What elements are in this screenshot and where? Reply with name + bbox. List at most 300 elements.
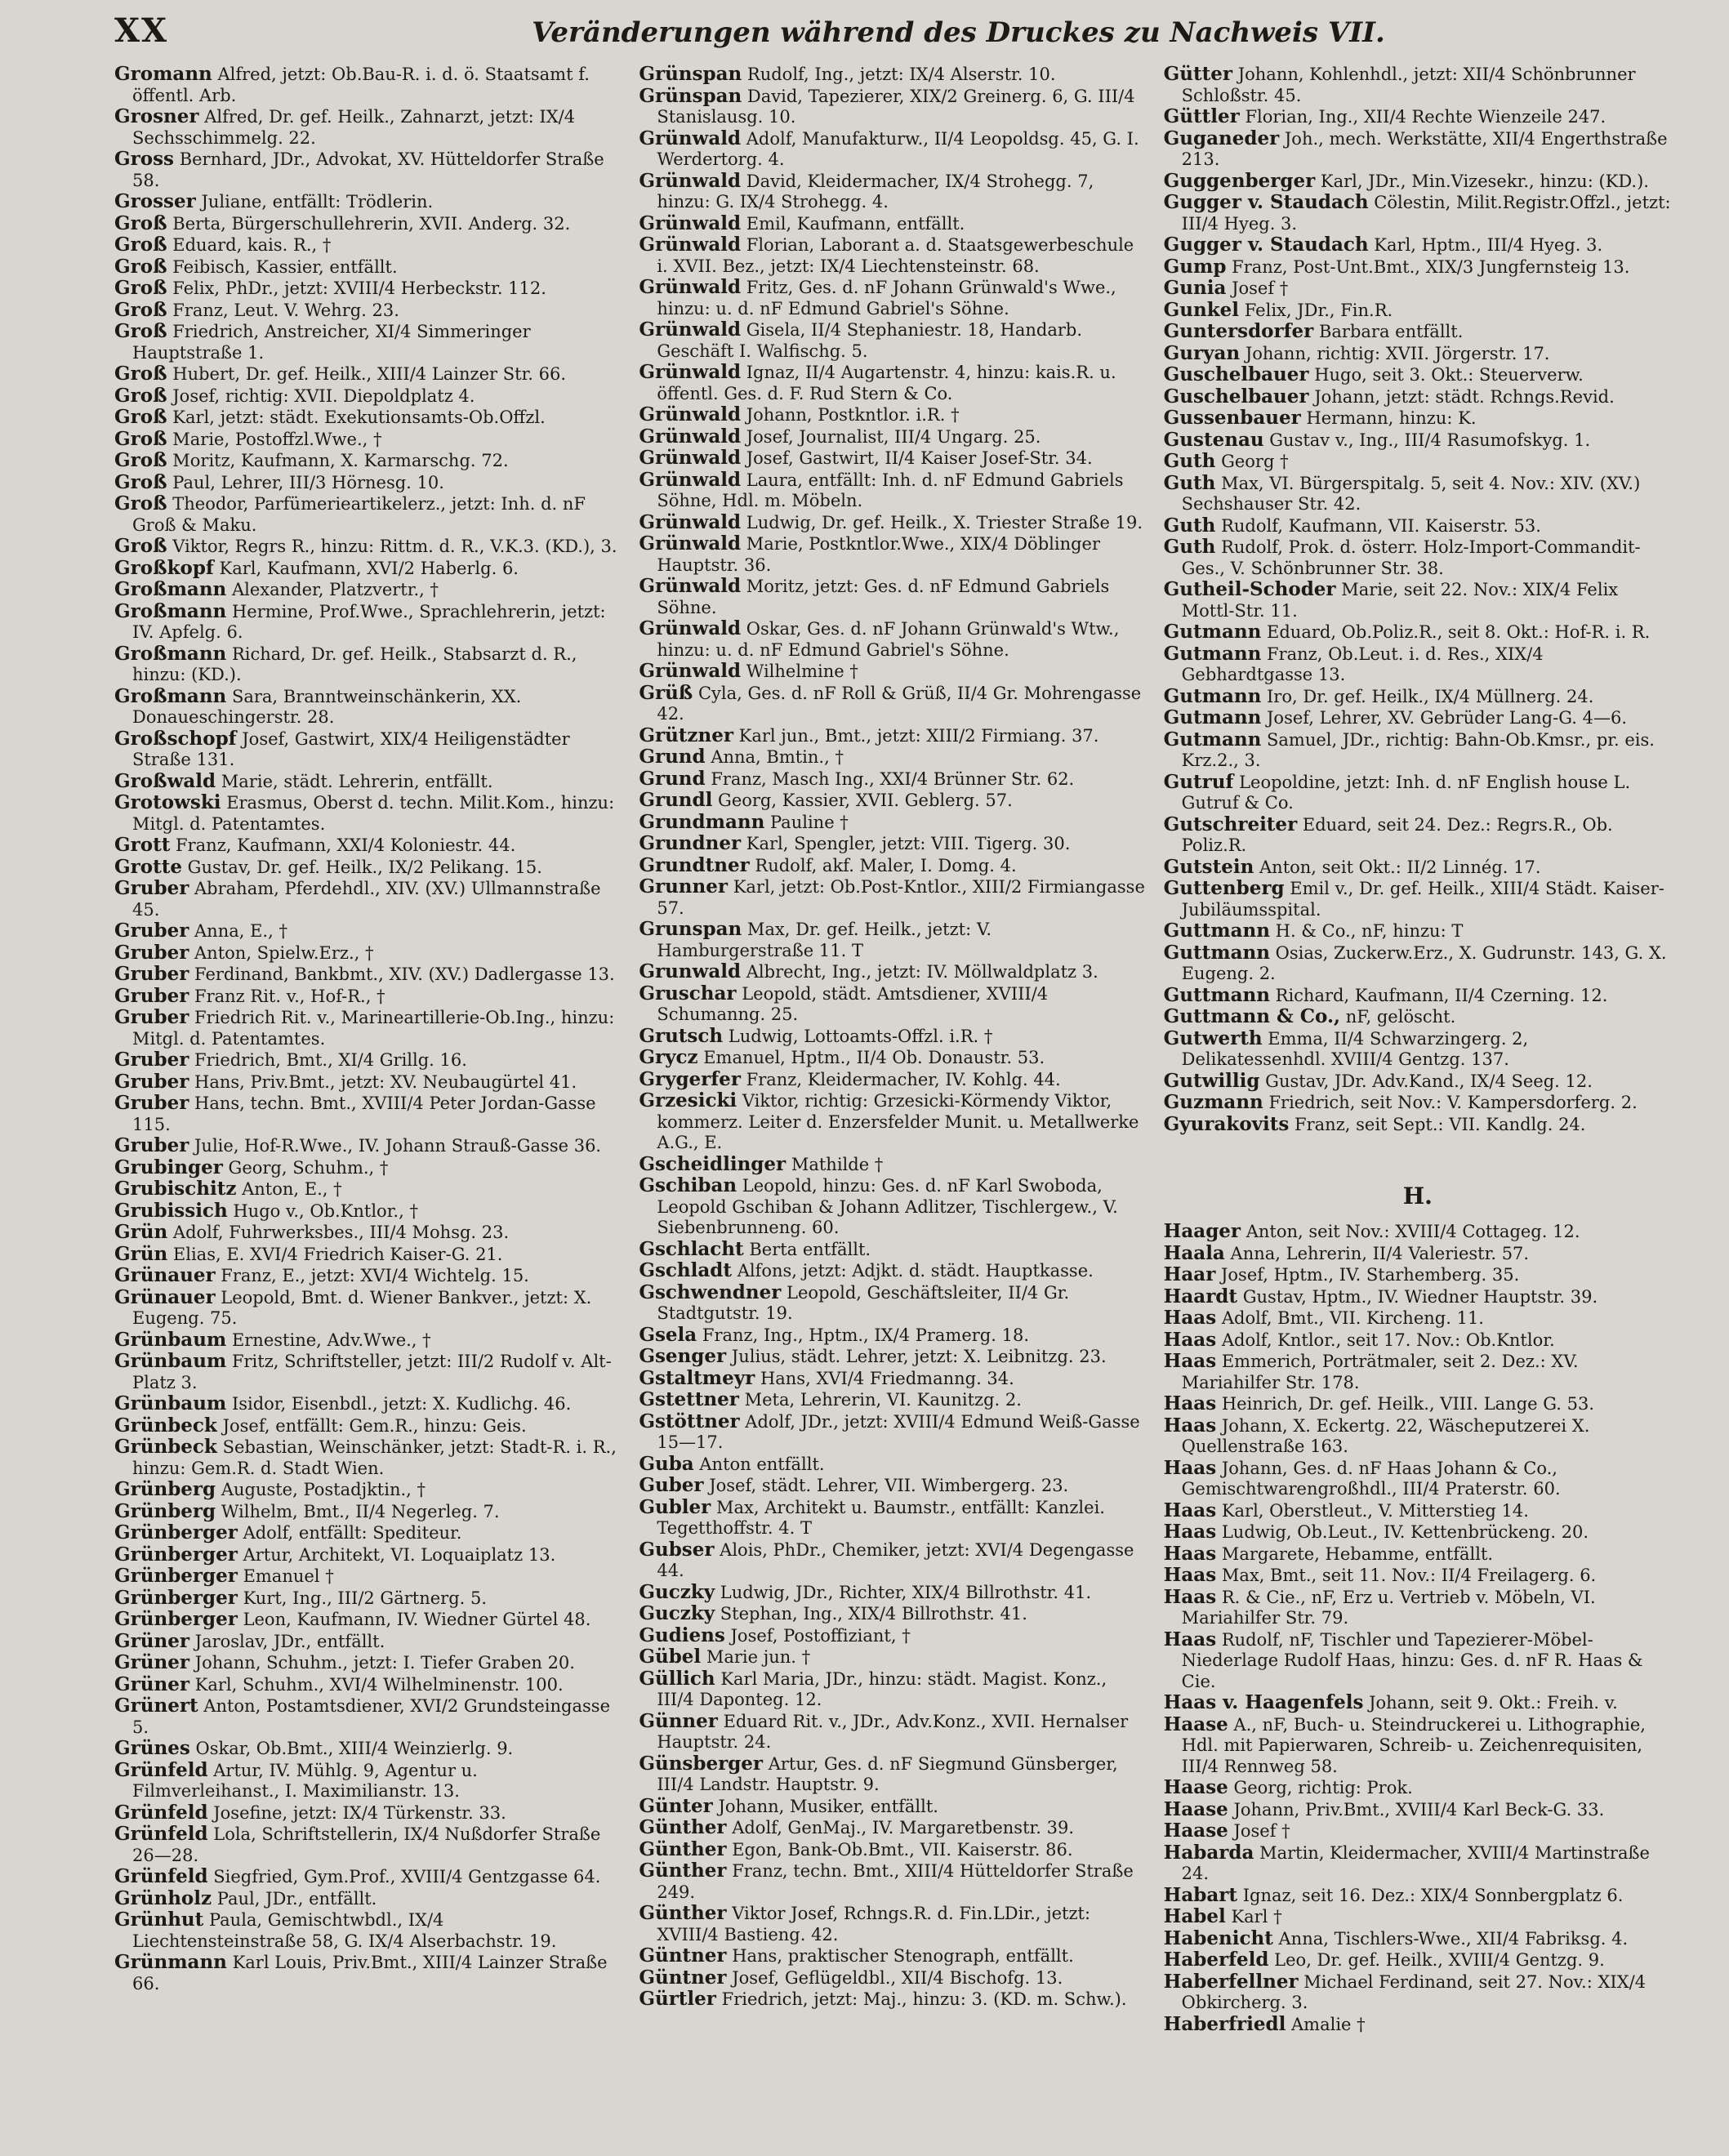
entry-text: Hans, XVI/4 Friedmanng. 34. (760, 1368, 1014, 1388)
directory-entry (1164, 1629, 1672, 1693)
directory-entry (114, 429, 622, 451)
directory-entry (1164, 364, 1672, 386)
directory-entry (1164, 64, 1672, 106)
directory-entry (1164, 1820, 1672, 1842)
entry-name: Großmann (114, 642, 227, 665)
entry-name: Grünauer (114, 1285, 216, 1308)
entry-text: Franz, techn. Bmt., XIII/4 Hütteldorfer Straße 249. (657, 1861, 1134, 1902)
entry-text: Sebastian, Weinschänker, jetzt: Stadt-R. i. R., hinzu: Gem.R. d. Stadt Wien. (132, 1437, 617, 1478)
entry-name: Gunkel (1163, 298, 1240, 321)
entry-name: Guth (1163, 450, 1216, 472)
directory-entry (114, 1888, 622, 1910)
directory-entry (114, 450, 622, 472)
section-heading: H. (1402, 1183, 1433, 1209)
entry-text: Ludwig, Lottoamts-Offzl. i.R. † (728, 1026, 993, 1046)
entry-text: Friedrich Rit. v., Marineartillerie-Ob.Ing., hinzu: Mitgl. d. Patentamtes. (132, 1008, 615, 1049)
directory-entry (1164, 537, 1672, 579)
entry-text: Hans, techn. Bmt., XVIII/4 Peter Jordan-Gasse 115. (132, 1094, 596, 1134)
directory-entry (1164, 1971, 1672, 2014)
entry-name: Guganeder (1163, 127, 1280, 149)
entry-text: Hermann, hinzu: K. (1306, 408, 1477, 428)
entry-name: Grünberg (114, 1478, 216, 1500)
entry-name: Gugger v. Staudach (1163, 191, 1369, 213)
entry-text: H. & Co., nF, hinzu: T (1275, 921, 1464, 941)
entry-name: Groß (114, 384, 167, 407)
entry-text: Alois, PhDr., Chemiker, jetzt: XVI/4 Degengasse 44. (657, 1539, 1134, 1580)
entry-text: Juliane, entfällt: Trödlerin. (201, 192, 434, 212)
entry-text: Gustav v., Ing., III/4 Rasumofskyg. 1. (1269, 430, 1591, 450)
entry-name: Grünwald (639, 127, 742, 149)
entry-text: Paul, JDr., entfällt. (216, 1888, 377, 1909)
entry-name: Gutwerth (1163, 1027, 1263, 1049)
entry-text: Johann, Musiker, entfällt. (718, 1796, 938, 1816)
directory-entry (639, 448, 1147, 470)
entry-name: Großmann (114, 599, 227, 622)
directory-entry (1164, 772, 1672, 814)
entry-name: Guschelbauer (1163, 363, 1309, 385)
entry-text: Franz, Ob.Leut. i. d. Res., XIX/4 Gebhardtgasse 13. (1181, 644, 1544, 684)
entry-name: Grünfeld (114, 1801, 208, 1824)
entry-name: Grünberger (114, 1543, 238, 1566)
directory-entry (1164, 1415, 1672, 1458)
entry-name: Güntner (639, 1966, 727, 1989)
entry-name: Günther (639, 1902, 727, 1924)
page-number: XX (114, 11, 169, 50)
entry-name: Grünwald (639, 169, 742, 192)
entry-text: Anton entfällt. (699, 1454, 825, 1474)
entry-name: Grubischitz (114, 1178, 237, 1200)
directory-entry (1164, 707, 1672, 729)
entry-name: Grotte (114, 855, 182, 878)
entry-text: Leopold, städt. Amtsdiener, XVIII/4 Schumanng. 25. (657, 983, 1049, 1024)
directory-entry (114, 1652, 622, 1674)
directory-entry (639, 128, 1147, 171)
directory-entry (114, 1695, 622, 1738)
entry-text: Friedrich, jetzt: Maj., hinzu: 3. (KD. m. Schw.). (721, 1989, 1127, 2009)
entry-name: Groß (114, 470, 167, 493)
entry-name: Guttmann (1163, 920, 1270, 942)
entry-text: Karl, Oberstleut., V. Mitterstieg 14. (1221, 1500, 1529, 1521)
directory-entry (114, 536, 622, 558)
directory-entry (639, 319, 1147, 362)
directory-entry (114, 256, 622, 278)
entry-name: Guryan (1163, 341, 1241, 364)
directory-entry (1164, 2014, 1672, 2036)
entry-text: Rudolf, nF, Tischler und Tapezierer-Möbel-Niederlage Rudolf Haas, hinzu: Ges. d. nF R. Haas & Cie. (1181, 1629, 1643, 1691)
entry-name: Gutmann (1163, 706, 1262, 728)
entry-text: Sara, Branntweinschänkerin, XX. Donaueschingerstr. 28. (132, 686, 522, 727)
entry-name: Gutmann (1163, 728, 1262, 751)
entry-text: Karl, JDr., Min.Vizesekr., hinzu: (KD.). (1320, 171, 1649, 191)
entry-text: Gustav, Dr. gef. Heilk., IX/2 Pelikang. 15. (187, 857, 542, 877)
directory-entry (639, 1945, 1147, 1967)
entry-name: Grünspan (639, 84, 742, 107)
entry-name: Guczky (639, 1580, 715, 1603)
entry-name: Gstettner (639, 1388, 739, 1410)
directory-entry (639, 812, 1147, 834)
entry-name: Grott (114, 834, 171, 856)
entry-name: Haas (1163, 1307, 1217, 1329)
directory-entry (639, 1411, 1147, 1454)
entry-name: Gugger v. Staudach (1163, 234, 1369, 256)
entry-name: Gudiens (639, 1624, 725, 1646)
entry-text: Hans, Priv.Bmt., jetzt: XV. Neubaugürtel 41. (194, 1071, 577, 1092)
entry-text: Karl, Hptm., III/4 Hyeg. 3. (1374, 235, 1603, 255)
entry-name: Grüner (114, 1629, 189, 1652)
directory-entry (114, 234, 622, 256)
page-title: Veränderungen während des Druckes zu Nachweis VII. (532, 16, 1385, 49)
directory-entry (639, 1389, 1147, 1411)
entry-name: Guth (1163, 514, 1216, 537)
directory-entry (1164, 1777, 1672, 1799)
entry-text: Felix, PhDr., jetzt: XVIII/4 Herbeckstr. 112. (172, 278, 546, 298)
entry-text: Marie, Postoffzl.Wwe., † (172, 429, 382, 449)
entry-text: A., nF, Buch- u. Steindruckerei u. Lithographie, Hdl. mit Papierwaren, Schreib- u. Zeichenrequisiten, III/4 Rennweg 58. (1181, 1714, 1646, 1776)
entry-name: Grygerfer (639, 1067, 741, 1090)
entry-text: Johann, Kohlenhdl., jetzt: XII/4 Schönbrunner Schloßstr. 45. (1181, 65, 1636, 105)
entry-text: Anton, seit Nov.: XVIII/4 Cottageg. 12. (1246, 1222, 1580, 1241)
entry-name: Gutmann (1163, 642, 1262, 665)
entry-name: Günner (639, 1709, 718, 1732)
directory-entry (639, 1625, 1147, 1647)
directory-entry (639, 1069, 1147, 1091)
entry-text: Alfred, jetzt: Ob.Bau-R. i. d. ö. Staatsamt f. öffentl. Arb. (132, 65, 590, 105)
entry-name: Grünbaum (114, 1328, 227, 1351)
entry-text: Artur, Ges. d. nF Siegmund Günsberger, III/4 Landstr. Hauptstr. 9. (657, 1753, 1118, 1794)
directory-entry (1164, 1714, 1672, 1778)
entry-name: Guth (1163, 536, 1216, 558)
entry-text: Anna, Bmtin., † (711, 747, 844, 767)
entry-text: Max, Architekt u. Baumstr., entfällt: Kanzlei. Tegetthoffstr. 4. T (657, 1497, 1105, 1538)
directory-entry (1164, 278, 1672, 300)
directory-entry (114, 1674, 622, 1696)
directory-entry (639, 576, 1147, 618)
directory-entry (114, 472, 622, 494)
entry-name: Haas (1163, 1628, 1217, 1650)
directory-entry (1164, 1351, 1672, 1393)
entry-text: Heinrich, Dr. gef. Heilk., VIII. Lange G. 53. (1221, 1394, 1595, 1414)
entry-text: Max, Dr. gef. Heilk., jetzt: V. Hamburgerstraße 11. T (657, 920, 992, 960)
directory-entry (114, 1049, 622, 1071)
entry-name: Grünwald (639, 403, 742, 425)
entry-name: Grünberger (114, 1521, 238, 1544)
entry-text: Josef, Journalist, III/4 Ungarg. 25. (746, 426, 1041, 447)
entry-name: Grün (114, 1242, 168, 1265)
entry-name: Grosner (114, 105, 199, 127)
entry-name: Haala (1163, 1241, 1225, 1264)
entry-text: Josef † (1233, 1821, 1290, 1841)
entry-name: Groß (114, 277, 167, 299)
entry-text: Georg † (1221, 452, 1289, 471)
entry-name: Grünberger (114, 1586, 238, 1609)
entry-name: Groß (114, 320, 167, 342)
entry-name: Gruber (114, 1092, 189, 1114)
directory-entry (639, 1026, 1147, 1048)
entry-name: Haas (1163, 1564, 1217, 1586)
entry-name: Groß (114, 234, 167, 256)
entry-name: Grünes (114, 1737, 190, 1759)
entry-text: Moritz, Kaufmann, X. Karmarschg. 72. (172, 451, 509, 470)
entry-text: nF, gelöscht. (1345, 1007, 1456, 1027)
entry-name: Haar (1163, 1263, 1216, 1285)
directory-entry (114, 601, 622, 644)
entry-name: Grunner (639, 875, 729, 898)
entry-text: Julius, städt. Lehrer, jetzt: X. Leibnitzg. 23. (731, 1347, 1107, 1366)
entry-name: Grünert (114, 1695, 198, 1717)
entry-text: Siegfried, Gym.Prof., XVIII/4 Gentzgasse 64. (213, 1867, 601, 1886)
entry-text: Alfons, jetzt: Adjkt. d. städt. Hauptkasse. (737, 1261, 1094, 1281)
entry-name: Haas (1163, 1414, 1217, 1437)
directory-entry (114, 920, 622, 942)
entry-text: Rudolf, Prok. d. österr. Holz-Import-Commandit-Ges., V. Schönbrunner Str. 38. (1181, 537, 1641, 578)
entry-text: Max, VI. Bürgerspitalg. 5, seit 4. Nov.: XIV. (XV.) Sechshauser Str. 42. (1181, 473, 1641, 514)
entry-text: Margarete, Hebamme, entfällt. (1221, 1544, 1494, 1564)
entry-text: Emanuel, Hptm., II/4 Ob. Donaustr. 53. (703, 1048, 1045, 1067)
entry-text: Anna, Lehrerin, II/4 Valeriestr. 57. (1230, 1243, 1530, 1263)
entry-name: Haase (1163, 1820, 1228, 1842)
entry-name: Grünmann (114, 1951, 227, 1973)
directory-entry (114, 278, 622, 300)
entry-name: Gutheil-Schoder (1163, 578, 1336, 600)
entry-name: Habarda (1163, 1841, 1254, 1864)
entry-text: Rudolf, akf. Maler, I. Domg. 4. (755, 855, 1017, 875)
entry-name: Gruber (114, 920, 189, 942)
entry-name: Grundtner (639, 853, 750, 876)
entry-name: Grünwald (639, 617, 742, 639)
directory-entry (114, 1866, 622, 1888)
directory-entry (639, 746, 1147, 768)
directory-entry (639, 661, 1147, 683)
directory-entry (1164, 1928, 1672, 1950)
entry-text: Anton, Spielw.Erz., † (194, 942, 374, 963)
directory-entry (1164, 1799, 1672, 1821)
entry-name: Haardt (1163, 1285, 1238, 1307)
entry-name: Grünholz (114, 1886, 212, 1909)
entry-text: Meta, Lehrerin, VI. Kaunitzg. 2. (744, 1390, 1022, 1410)
entry-text: Emmerich, Porträtmaler, seit 2. Dez.: XV. Mariahilfer Str. 178. (1181, 1352, 1579, 1392)
entry-text: Albrecht, Ing., jetzt: IV. Möllwaldplatz 3. (746, 962, 1098, 982)
entry-name: Guttenberg (1163, 877, 1285, 899)
entry-name: Güttler (1163, 105, 1240, 127)
entry-text: Ignaz, seit 16. Dez.: XIX/4 Sonnbergplatz 6. (1242, 1885, 1624, 1905)
entry-name: Gschwendner (639, 1281, 782, 1303)
directory-entry (639, 1175, 1147, 1239)
directory-entry (114, 1222, 622, 1244)
entry-name: Gruber (114, 941, 189, 964)
directory-entry (114, 1544, 622, 1566)
directory-entry (1164, 430, 1672, 452)
entry-name: Gruber (114, 877, 189, 899)
entry-text: Anton, Postamtsdiener, XVI/2 Grundsteingasse 5. (132, 1696, 610, 1737)
directory-entry (1164, 1885, 1672, 1907)
directory-entry (639, 426, 1147, 448)
entry-text: Erasmus, Oberst d. techn. Milit.Kom., hinzu: Mitgl. d. Patentamtes. (132, 793, 615, 834)
entry-text: Marie, städt. Lehrerin, entfällt. (221, 771, 493, 791)
entry-text: Leopold, Bmt. d. Wiener Bankver., jetzt: X. Eugeng. 75. (132, 1287, 592, 1328)
entry-text: Theodor, Parfümerieartikelerz., jetzt: Inh. d. nF Groß & Maku. (132, 494, 586, 535)
directory-entry (1164, 579, 1672, 621)
directory-entry (639, 277, 1147, 319)
entry-name: Günther (639, 1816, 727, 1838)
entry-text: Marie jun. † (706, 1647, 811, 1667)
directory-entry (114, 857, 622, 879)
entry-name: Gussenbauer (1163, 407, 1301, 429)
directory-entry (1164, 621, 1672, 644)
entry-text: Adolf, entfällt: Spediteur. (243, 1523, 462, 1543)
directory-entry (114, 644, 622, 686)
entry-text: Josef, Gastwirt, II/4 Kaiser Josef-Str. 34. (746, 448, 1093, 468)
entry-text: Adolf, Fuhrwerksbes., III/4 Mohsg. 23. (172, 1223, 510, 1242)
entry-name: Groß (114, 535, 167, 557)
entry-name: Grüner (114, 1673, 189, 1695)
entry-name: Grünberger (114, 1565, 238, 1587)
entry-text: Gustav, Hptm., IV. Wiedner Hauptstr. 39. (1242, 1286, 1598, 1307)
directory-entry (1164, 128, 1672, 171)
entry-text: Artur, IV. Mühlg. 9, Agentur u. Filmverleihanst., I. Maximilianstr. 13. (132, 1760, 478, 1801)
directory-entry (114, 1244, 622, 1266)
entry-text: Karl Maria, JDr., hinzu: städt. Magist. Konz., III/4 Daponteg. 12. (657, 1668, 1107, 1709)
entry-name: Günsberger (639, 1752, 764, 1775)
directory-entry (1164, 386, 1672, 408)
directory-entry (114, 1330, 622, 1352)
directory-entry (114, 792, 622, 835)
directory-entry (639, 1346, 1147, 1368)
directory-entry (639, 1582, 1147, 1604)
entry-name: Güntner (639, 1944, 727, 1967)
directory-entry (639, 512, 1147, 534)
entry-name: Gross (114, 148, 174, 170)
directory-entry (639, 234, 1147, 277)
entry-text: Florian, Ing., XII/4 Rechte Wienzeile 247. (1245, 107, 1606, 127)
directory-entry (639, 1839, 1147, 1861)
entry-name: Haas v. Haagenfels (1163, 1691, 1364, 1713)
entry-name: Grünfeld (114, 1865, 208, 1887)
entry-text: Berta, Bürgerschullehrerin, XVII. Anderg. 32. (172, 213, 571, 234)
directory-entry (114, 1200, 622, 1223)
directory-entry (114, 1631, 622, 1653)
entry-name: Gruber (114, 1134, 189, 1156)
entry-text: Franz, seit Sept.: VII. Kandlg. 24. (1295, 1114, 1586, 1134)
directory-entry (639, 961, 1147, 983)
entry-name: Gustenau (1163, 428, 1264, 451)
entry-text: Oskar, Ob.Bmt., XIII/4 Weinzierlg. 9. (195, 1739, 514, 1758)
entry-text: Hugo v., Ob.Kntlor., † (233, 1200, 418, 1221)
entry-text: Karl, jetzt: Ob.Post-Kntlor., XIII/2 Firmiangasse 57. (657, 877, 1145, 918)
entry-name: Grünwald (639, 212, 742, 234)
directory-entry (639, 983, 1147, 1026)
entry-name: Günter (639, 1794, 713, 1817)
entry-name: Grünwald (639, 468, 742, 491)
directory-entry (114, 728, 622, 771)
entry-text: Adolf, Bmt., VII. Kircheng. 11. (1221, 1308, 1484, 1328)
entry-name: Gump (1163, 255, 1227, 278)
entry-name: Gütter (1163, 64, 1233, 85)
entry-text: Alfred, Dr. gef. Heilk., Zahnarzt, jetzt: IX/4 Sechsschimmelg. 22. (132, 107, 576, 148)
columns (114, 64, 1672, 2138)
entry-text: Johann, jetzt: städt. Rchngs.Revid. (1314, 386, 1615, 407)
entry-text: Johann, Priv.Bmt., XVIII/4 Karl Beck-G. 33. (1233, 1799, 1605, 1820)
entry-text: Egon, Bank-Ob.Bmt., VII. Kaiserstr. 86. (732, 1839, 1073, 1860)
directory-entry (1164, 814, 1672, 857)
entry-name: Haberfeld (1163, 1949, 1269, 1971)
entry-text: Leopold, hinzu: Ges. d. nF Karl Swoboda, Leopold Gschiban & Johann Adlitzer, Tischlergew., V. Siebenbrunneng. 60. (657, 1176, 1118, 1237)
directory-entry (1164, 234, 1672, 256)
entry-text: Stephan, Ing., XIX/4 Billrothstr. 41. (720, 1604, 1027, 1624)
entry-text: Wilhelmine † (746, 662, 858, 681)
directory-entry (639, 790, 1147, 812)
directory-entry (114, 149, 622, 191)
directory-entry (1164, 1221, 1672, 1243)
entry-name: Haager (1163, 1220, 1241, 1242)
entry-name: Groß (114, 492, 167, 514)
directory-entry (1164, 878, 1672, 920)
directory-entry (1164, 515, 1672, 537)
directory-entry (639, 64, 1147, 86)
entry-text: Josef † (1232, 278, 1289, 298)
directory-entry (114, 1415, 622, 1437)
directory-entry (114, 1952, 622, 1994)
entry-text: Hugo, seit 3. Okt.: Steuerverw. (1314, 365, 1584, 385)
directory-entry (639, 1239, 1147, 1261)
directory-entry (1164, 1565, 1672, 1587)
entry-text: Franz, E., jetzt: XVI/4 Wichtelg. 15. (221, 1266, 529, 1285)
entry-name: Grundmann (639, 810, 765, 833)
directory-entry (639, 1497, 1147, 1539)
entry-name: Gschladt (639, 1259, 732, 1281)
entry-name: Guba (639, 1452, 694, 1475)
section-spacer (1164, 1135, 1672, 1168)
entry-name: Grünwald (639, 575, 742, 597)
entry-name: Gruber (114, 963, 189, 985)
entry-text: Johann, richtig: XVII. Jörgerstr. 17. (1245, 343, 1550, 363)
entry-text: Joh., mech. Werkstätte, XII/4 Engerthstraße 213. (1181, 128, 1668, 169)
directory-entry (114, 1479, 622, 1501)
directory-entry (639, 1154, 1147, 1176)
entry-text: Richard, Dr. gef. Heilk., Stabsarzt d. R., hinzu: (KD.). (132, 644, 577, 684)
entry-name: Großmann (114, 684, 227, 707)
entry-name: Haas (1163, 1456, 1217, 1479)
entry-text: Gustav, JDr. Adv.Kand., IX/4 Seeg. 12. (1265, 1071, 1593, 1091)
directory-entry (114, 407, 622, 429)
directory-entry (639, 725, 1147, 747)
entry-text: Samuel, JDr., richtig: Bahn-Ob.Kmsr., pr. eis. Krz.2., 3. (1181, 729, 1655, 770)
entry-name: Grünauer (114, 1264, 216, 1286)
entry-text: Franz, Post-Unt.Bmt., XIX/3 Jungfernsteig 13. (1232, 256, 1630, 277)
directory-entry (114, 1609, 622, 1631)
directory-entry (1164, 408, 1672, 430)
entry-name: Grünbeck (114, 1414, 217, 1437)
directory-entry (114, 986, 622, 1008)
entry-text: Johann, seit 9. Okt.: Freih. v. (1369, 1693, 1618, 1713)
entry-text: Rudolf, Kaufmann, VII. Kaiserstr. 53. (1221, 515, 1541, 536)
entry-name: Grünbaum (114, 1350, 227, 1372)
entry-name: Gruber (114, 984, 189, 1007)
entry-name: Gürtler (639, 1988, 716, 2010)
directory-entry (639, 1368, 1147, 1390)
entry-name: Haberfellner (1163, 1970, 1299, 1993)
entry-text: Marie, seit 22. Nov.: XIX/4 Felix Mottl-Str. 11. (1181, 580, 1619, 621)
entry-text: Franz, Masch Ing., XXI/4 Brünner Str. 62. (711, 768, 1075, 789)
entry-text: Ludwig, Dr. gef. Heilk., X. Triester Straße 19. (746, 512, 1143, 532)
entry-name: Grycz (639, 1046, 698, 1068)
directory-entry (639, 86, 1147, 128)
entry-text: Amalie † (1291, 2014, 1366, 2034)
entry-text: Viktor Josef, Rchngs.R. d. Fin.LDir., jetzt: XVIII/4 Bastieng. 42. (657, 1904, 1091, 1944)
entry-name: Guntersdorfer (1163, 320, 1314, 342)
entry-text: Eduard Rit. v., JDr., Adv.Konz., XVII. Hernalser Hauptstr. 24. (657, 1711, 1129, 1752)
entry-name: Grünwald (639, 361, 742, 383)
entry-name: Güllich (639, 1667, 715, 1690)
